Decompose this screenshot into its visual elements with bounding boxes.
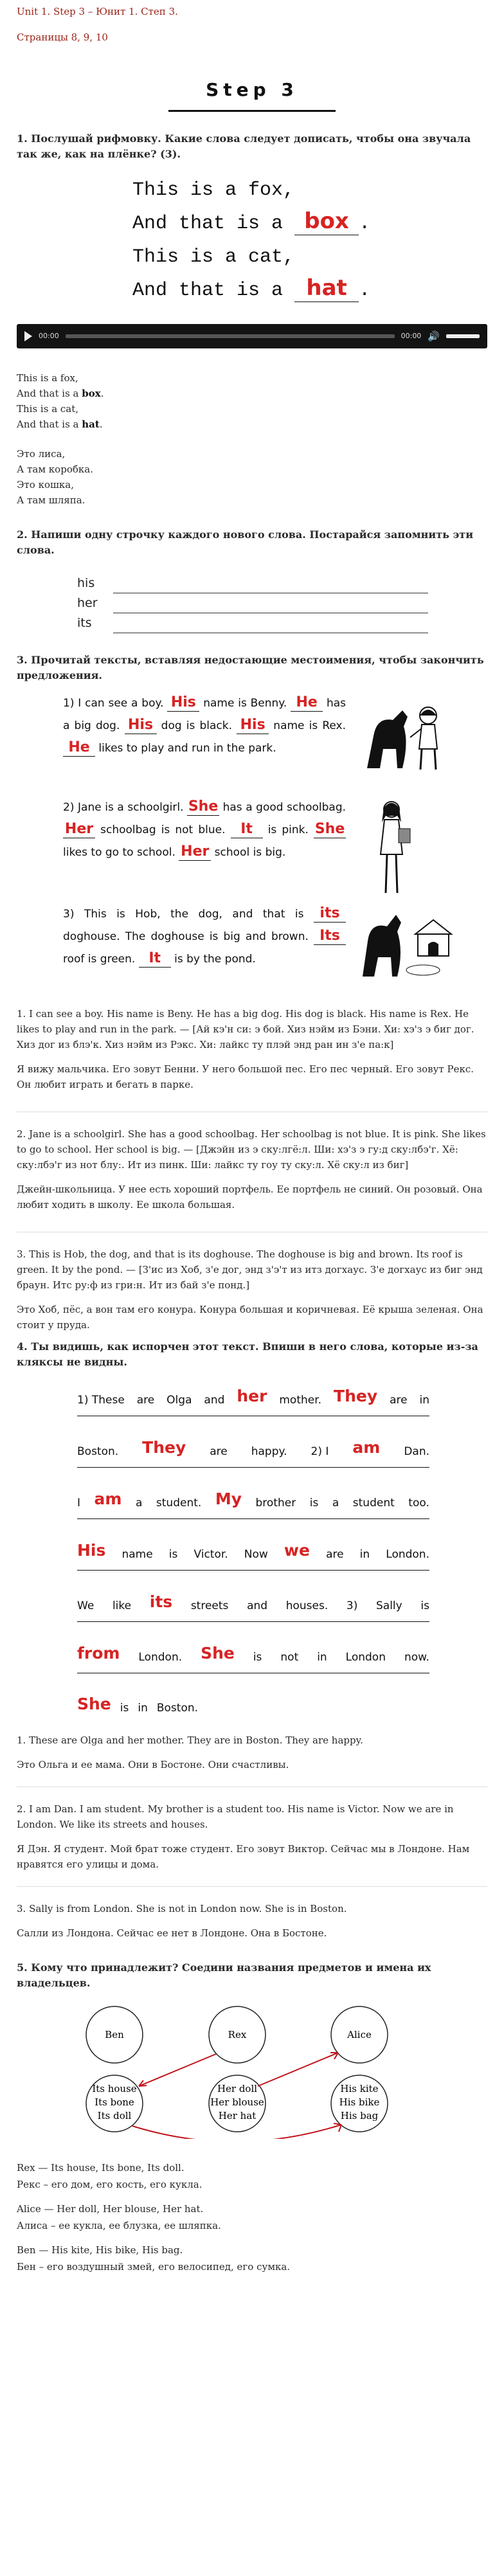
svg-text:Her blouse: Her blouse bbox=[210, 2096, 264, 2108]
step-header bbox=[17, 76, 487, 112]
word: Boston. bbox=[77, 1445, 119, 1458]
answer-hat: hat bbox=[294, 275, 359, 302]
blot-exercise bbox=[77, 1384, 429, 1724]
word: are bbox=[390, 1393, 408, 1407]
task4-answer-2-english: 2. I am Dan. I am student. My brother is a student too. His name is Victor. Now we are in London. We like its streets and houses. bbox=[17, 1803, 454, 1830]
task2-heading: 2. Напиши одну строчку каждого нового слова. Постарайся запомнить эти слова. bbox=[17, 528, 474, 556]
filled-word: from bbox=[77, 1643, 120, 1662]
word: 3) bbox=[346, 1599, 358, 1612]
word: a bbox=[332, 1496, 339, 1509]
item-circles bbox=[86, 2075, 388, 2132]
progress-bar[interactable] bbox=[66, 334, 395, 338]
task4-answer-1-russian: Это Ольга и ее мама. Они в Бостоне. Они счастливы. bbox=[17, 1758, 289, 1770]
poem-line-3: This is a cat, bbox=[132, 246, 295, 268]
svg-text:Its doll: Its doll bbox=[97, 2109, 132, 2121]
blot-line bbox=[77, 1519, 429, 1571]
word: and bbox=[247, 1599, 268, 1612]
exercise-2-text: 2) Jane is a schoolgirl. She has a good schoolbag. Her schoolbag is not blue. It is pink. She likes to go to school. Her school is big. bbox=[63, 798, 346, 860]
word: is bbox=[309, 1496, 319, 1509]
word: I bbox=[77, 1496, 81, 1509]
svg-text:His bike: His bike bbox=[339, 2096, 380, 2108]
task5-answer-alice-ru: Алиса – ее кукла, ее блузка, ее шляпка. bbox=[17, 2219, 221, 2231]
breadcrumb[interactable]: Unit 1. Step 3 – Юнит 1. Степ 3. bbox=[17, 6, 178, 17]
blot-line bbox=[77, 1416, 429, 1468]
task3-heading: 3. Прочитай тексты, вставляя недостающие местоимения, чтобы закончить предложения. bbox=[17, 653, 484, 681]
word: student. bbox=[156, 1496, 202, 1509]
blot-line bbox=[77, 1384, 429, 1416]
svg-text:His kite: His kite bbox=[340, 2082, 379, 2094]
answer-3-english: 3. This is Hob, the dog, and that is its doghouse. The doghouse is big and brown. Its roof is green. It by the pond. — [З'ис из Хоб, з'е дог, энд з'э'т из итз догхаус. З'е догхаус из биг энд браун. Итс ру:ф из гри:н. Ит из бай з'е понд.] bbox=[17, 1248, 483, 1291]
audio-player bbox=[17, 324, 487, 348]
word: 2) I bbox=[310, 1445, 329, 1458]
word: Sally bbox=[376, 1599, 402, 1612]
name-alice: Alice bbox=[347, 2028, 372, 2040]
task4-answer-1-english: 1. These are Olga and her mother. They are in Boston. They are happy. bbox=[17, 1734, 363, 1746]
blot-line bbox=[77, 1622, 429, 1673]
page bbox=[0, 4, 504, 2290]
answer-box: box bbox=[294, 208, 359, 235]
time-current: 00:00 bbox=[39, 332, 59, 340]
filled-word: am bbox=[94, 1489, 122, 1508]
word: a bbox=[135, 1496, 143, 1509]
boy-and-dog-illustration bbox=[357, 698, 447, 775]
blot-line bbox=[77, 1673, 429, 1724]
word: in bbox=[419, 1393, 429, 1407]
exercise-3-text: 3) This is Hob, the dog, and that is its doghouse. The doghouse is big and brown. Its roof is green. It is by the pond. bbox=[63, 903, 346, 971]
word: are bbox=[210, 1445, 228, 1458]
word: and bbox=[204, 1393, 225, 1407]
word: Boston. bbox=[156, 1701, 199, 1715]
task4-answer-3-russian: Салли из Лондона. Сейчас ее нет в Лондоне. Она в Бостоне. bbox=[17, 1927, 327, 1939]
filled-word: She bbox=[77, 1694, 111, 1713]
poem-line-1: This is a fox, bbox=[132, 179, 295, 201]
dog-doghouse-illustration bbox=[356, 906, 459, 983]
page-numbers: Страницы 8, 9, 10 bbox=[17, 32, 108, 43]
filled-word: its bbox=[149, 1592, 173, 1611]
word: now. bbox=[404, 1650, 429, 1664]
word: are bbox=[326, 1547, 344, 1561]
task5-answer-ben-en: Ben — His kite, His bike, His bag. bbox=[17, 2244, 183, 2256]
word: like bbox=[112, 1599, 132, 1612]
word: London bbox=[345, 1650, 386, 1664]
poem-line-4: And that is a hat . bbox=[132, 275, 371, 302]
filled-word: we bbox=[284, 1540, 310, 1560]
divider bbox=[17, 1886, 487, 1887]
task5-answer-ben-ru: Бен – его воздушный змей, его велосипед, его сумка. bbox=[17, 2260, 291, 2273]
word: is bbox=[120, 1701, 129, 1715]
filled-word: They bbox=[142, 1437, 186, 1457]
rhyme-russian: Это лиса, А там коробка. Это кошка, А там шляпа. bbox=[17, 447, 93, 506]
word: student bbox=[352, 1496, 395, 1509]
exercise-hob bbox=[17, 903, 487, 993]
svg-text:Her doll: Her doll bbox=[217, 2082, 258, 2094]
word: is bbox=[253, 1650, 262, 1664]
task1-heading: 1. Послушай рифмовку. Какие слова следует дописать, чтобы она звучала так же, как на плёнке? (3). bbox=[17, 132, 471, 160]
task5-answer-alice-en: Alice — Her doll, Her blouse, Her hat. bbox=[17, 2202, 204, 2215]
word: Now bbox=[244, 1547, 268, 1561]
exercise-1-text: 1) I can see a boy. His name is Benny. He has a big dog. His dog is black. His name is Rex. He likes to play and run in the park. bbox=[63, 694, 346, 755]
word: not bbox=[280, 1650, 299, 1664]
name-circles bbox=[86, 2006, 388, 2063]
answer-2-russian: Джейн-школьница. У нее есть хороший портфель. Ее портфель не синий. Он розовый. Она любит ходить в школу. Ее школа большая. bbox=[17, 1183, 483, 1211]
name-ben: Ben bbox=[105, 2028, 124, 2040]
answer-1-russian: Я вижу мальчика. Его зовут Бенни. У него большой пес. Его пес черный. Его зовут Рекс. Он любит играть и бегать в парке. bbox=[17, 1063, 474, 1090]
play-icon[interactable] bbox=[24, 331, 32, 341]
exercise-boy bbox=[17, 692, 487, 790]
answer-3-russian: Это Хоб, пёс, а вон там его конура. Конура большая и коричневая. Её крыша зеленая. Она стоит у пруда. bbox=[17, 1303, 483, 1331]
word: happy. bbox=[251, 1445, 287, 1458]
task5-answer-rex-ru: Рекс – его дом, его кость, его кукла. bbox=[17, 2178, 203, 2190]
volume-slider[interactable] bbox=[446, 334, 480, 338]
task5-answer-rex-en: Rex — Its house, Its bone, Its doll. bbox=[17, 2161, 184, 2174]
blot-line bbox=[77, 1468, 429, 1519]
word: mother. bbox=[279, 1393, 322, 1407]
filled-word: She bbox=[201, 1643, 235, 1662]
word: in bbox=[359, 1547, 370, 1561]
task5-answers bbox=[17, 2160, 487, 2274]
word: Dan. bbox=[404, 1445, 429, 1458]
poem-line-2: And that is a box . bbox=[132, 208, 371, 235]
title-underline bbox=[168, 110, 336, 112]
filled-word: They bbox=[334, 1386, 378, 1405]
word: name bbox=[122, 1547, 153, 1561]
writing-lines bbox=[77, 573, 487, 633]
ownership-diagram bbox=[81, 2004, 441, 2139]
rhyme-poem bbox=[132, 174, 487, 307]
word: are bbox=[136, 1393, 155, 1407]
svg-text:Her hat: Her hat bbox=[218, 2109, 256, 2121]
word-its: its bbox=[77, 616, 92, 631]
answer-2-english: 2. Jane is a schoolgirl. She has a good schoolbag. Her schoolbag is not blue. It is pink. She likes to go to school. Her school is big. — [Джэйн из э ску:лгё:л. Ши: хэ'з э гу:д ску:лбэ'г. Хё: ску:лбэ'г из нот блу:. Ит из пинк. Ши: лайкс ту гоу ту ску:л. Хё ску:л из биг] bbox=[17, 1128, 486, 1171]
word: London. bbox=[386, 1547, 429, 1561]
filled-word: her bbox=[237, 1386, 267, 1405]
word-her: her bbox=[77, 596, 98, 611]
name-rex: Rex bbox=[228, 2028, 247, 2040]
word: brother bbox=[255, 1496, 296, 1509]
word: Victor. bbox=[194, 1547, 228, 1561]
word: We bbox=[77, 1599, 94, 1612]
word: in bbox=[317, 1650, 327, 1664]
schoolgirl-illustration bbox=[369, 797, 414, 899]
word: is bbox=[168, 1547, 178, 1561]
word: Olga bbox=[166, 1393, 192, 1407]
word: London. bbox=[138, 1650, 183, 1664]
filled-word: His bbox=[77, 1540, 106, 1560]
task5-heading: 5. Кому что принадлежит? Соедини названия предметов и имена их владельцев. bbox=[17, 1961, 431, 1989]
word: streets bbox=[190, 1599, 229, 1612]
answer-1-english: 1. I can see a boy. His name is Beny. He has a big dog. His dog is black. His name is Rex. He likes to play and run in the park. — [Ай кэ'н си: э бой. Хиз нэйм из Бэни. Хи: хэ'з э биг дог. Хиз дог из блэ'к. Хиз нэйм из Рэкс. Хи: лайкс ту плэй энд ран ин з'е па:к] bbox=[17, 1007, 474, 1050]
page-title: Step 3 bbox=[206, 79, 298, 100]
task4-answer-2-russian: Я Дэн. Я студент. Мой брат тоже студент. Его зовут Виктор. Сейчас мы в Лондоне. Нам нравятся его улицы и дома. bbox=[17, 1842, 470, 1870]
blot-line bbox=[77, 1571, 429, 1622]
svg-text:Its house: Its house bbox=[92, 2082, 137, 2094]
filled-word: am bbox=[352, 1437, 381, 1457]
word: 1) These bbox=[77, 1393, 125, 1407]
exercise-jane bbox=[17, 797, 487, 899]
filled-word: My bbox=[215, 1489, 242, 1508]
word: in bbox=[138, 1701, 148, 1715]
time-total: 00:00 bbox=[401, 332, 422, 340]
word: is bbox=[420, 1599, 429, 1612]
task4-answer-3-english: 3. Sally is from London. She is not in London now. She is in Boston. bbox=[17, 1902, 347, 1914]
rhyme-english: This is a fox, And that is a box. This is a cat, And that is a hat. bbox=[17, 372, 104, 430]
word: houses. bbox=[285, 1599, 328, 1612]
volume-icon[interactable]: 🔊 bbox=[428, 330, 440, 342]
svg-text:His bag: His bag bbox=[340, 2109, 379, 2121]
task4-heading: 4. Ты видишь, как испорчен этот текст. Впиши в него слова, которые из-за кляксы не видны. bbox=[17, 1340, 478, 1368]
word-his: his bbox=[77, 576, 95, 591]
word: too. bbox=[408, 1496, 429, 1509]
svg-text:Its bone: Its bone bbox=[94, 2096, 134, 2108]
